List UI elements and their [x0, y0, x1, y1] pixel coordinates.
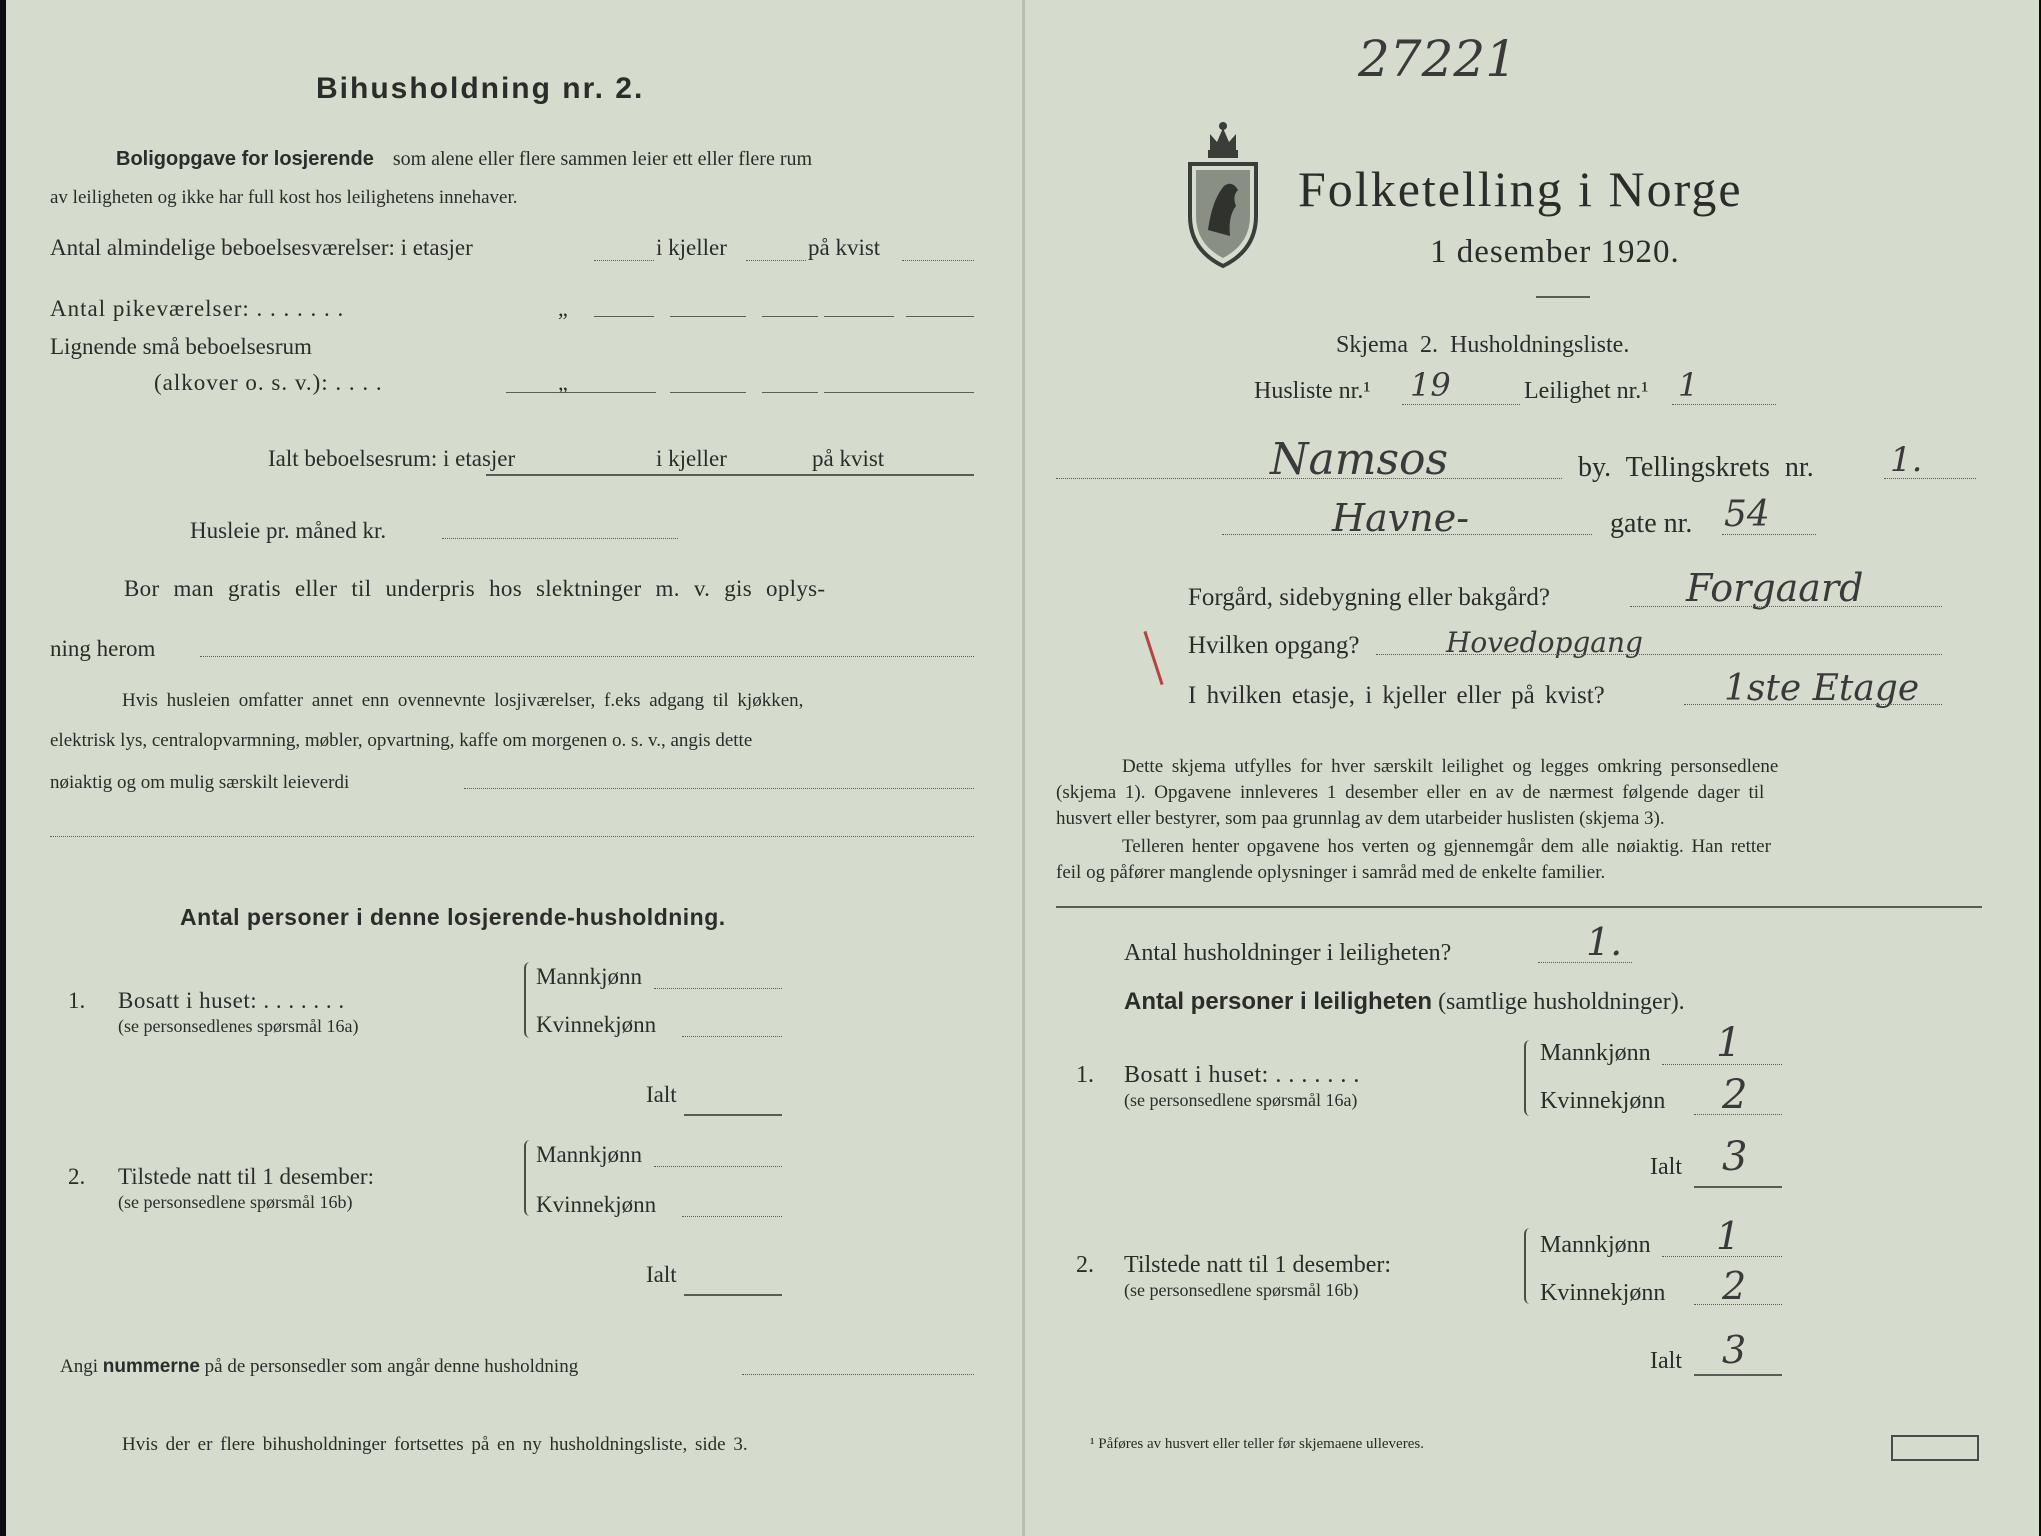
leieverdi-field[interactable] — [464, 788, 974, 789]
instr-line3: husvert eller bestyrer, som paa grunnlag av dem utarbeider huslisten (skjema 3). — [1056, 808, 1665, 829]
forgard-label: Forgård, sidebygning eller bakgård? — [1188, 584, 1550, 611]
right-q2-kvinne-field[interactable] — [1694, 1304, 1782, 1305]
opgang-label: Hvilken opgang? — [1188, 632, 1360, 659]
intro-bold: Boligopgave for losjerende — [116, 148, 374, 170]
pike-field-5[interactable] — [906, 316, 974, 317]
gate-label: gate nr. — [1610, 508, 1693, 539]
persons-heading-bold: Antal personer i leiligheten — [1124, 988, 1433, 1015]
alkover-field-1[interactable] — [506, 392, 656, 393]
right-q1-mann-label: Mannkjønn — [1540, 1040, 1651, 1066]
angi-line — [60, 1356, 578, 1378]
right-persons-heading — [1124, 988, 1685, 1016]
left-q2-kvinne-label: Kvinnekjønn — [536, 1192, 657, 1217]
left-q2-num: 2. — [68, 1164, 86, 1189]
left-title: Bihusholdning nr. 2. — [316, 72, 645, 105]
etasje-value[interactable]: 1ste Etage — [1724, 668, 1920, 709]
krets-value[interactable]: 1. — [1890, 440, 1923, 480]
right-q1-label: Bosatt i huset: . . . . . . . — [1124, 1062, 1360, 1088]
left-persons-heading: Antal personer i denne losjerende-husholdning. — [180, 904, 726, 930]
right-q1-kvinne-field[interactable] — [1694, 1114, 1782, 1115]
gate-nr-value[interactable]: 54 — [1724, 494, 1770, 535]
left-q1-label: Bosatt i huset: . . . . . . . — [118, 988, 345, 1013]
left-q1-mann-label: Mannkjønn — [536, 964, 643, 989]
right-q1-mann-value[interactable]: 1 — [1716, 1020, 1742, 1066]
husleie-field[interactable] — [442, 538, 678, 539]
red-check-mark — [1143, 631, 1163, 685]
pike-field-1[interactable] — [594, 316, 654, 317]
title-rule — [1536, 296, 1590, 298]
rooms-kjeller-label: i kjeller — [656, 235, 727, 260]
instr-line1: Dette skjema utfylles for hver særskilt leilighet og legges omkring personsedlene — [1122, 756, 1779, 777]
left-q2-ialt-label: Ialt — [646, 1262, 677, 1287]
gate-nr-field[interactable] — [1722, 534, 1816, 535]
angi-bold: nummerne — [102, 1356, 200, 1377]
rooms-label: Antal almindelige beboelsesværelser: i etasjer — [50, 235, 473, 260]
left-q2-brace — [524, 1140, 534, 1216]
gratis-line1: Bor man gratis eller til underpris hos slektninger m. v. gis oplys- — [124, 576, 826, 601]
page-fold — [1022, 0, 1025, 1536]
pike-field-3[interactable] — [762, 316, 818, 317]
angi-rest: på de personsedler som angår denne husholdning — [204, 1356, 579, 1377]
hvis-line1: Hvis husleien omfatter annet enn ovennevnte losjiværelser, f.eks adgang til kjøkken, — [122, 690, 804, 711]
alkover-field-4[interactable] — [824, 392, 974, 393]
right-q2-kvinne-value[interactable]: 2 — [1722, 1264, 1747, 1308]
hvis-line3: nøiaktig og om mulig særskilt leieverdi — [50, 772, 350, 793]
left-q1-mann-field[interactable] — [654, 988, 782, 989]
right-q2-sub: (se personsedlene spørsmål 16b) — [1124, 1280, 1359, 1300]
right-q1-ialt-field[interactable] — [1694, 1186, 1782, 1188]
census-form — [6, 0, 2039, 1536]
ialt-rum-kvist: på kvist — [812, 446, 885, 471]
form-date: 1 desember 1920. — [1430, 234, 1680, 270]
printer-stamp — [1891, 1435, 1979, 1461]
pike-label: Antal pikeværelser: . . . . . . . — [50, 296, 345, 321]
leieverdi-field-2[interactable] — [50, 836, 974, 837]
right-q1-kvinne-value[interactable]: 2 — [1722, 1072, 1748, 1118]
left-footer: Hvis der er flere bihusholdninger fortsettes på en ny husholdningsliste, side 3. — [122, 1434, 748, 1455]
right-q1-sub: (se personsedlene spørsmål 16a) — [1124, 1090, 1358, 1110]
right-q1-mann-field[interactable] — [1662, 1064, 1782, 1065]
alkover-field-2[interactable] — [670, 392, 746, 393]
instr-line5: feil og påfører manglende oplysninger i samråd med de enkelte familier. — [1056, 862, 1606, 883]
right-q2-mann-value[interactable]: 1 — [1716, 1214, 1741, 1258]
right-q2-label: Tilstede natt til 1 desember: — [1124, 1252, 1392, 1278]
etasje-field[interactable] — [1684, 704, 1942, 705]
alkover-field-3[interactable] — [762, 392, 818, 393]
ialt-rum-label: Ialt beboelsesrum: i etasjer — [268, 446, 516, 471]
gratis-field[interactable] — [200, 656, 974, 657]
right-q2-ialt-field[interactable] — [1694, 1374, 1782, 1376]
leilighet-value[interactable]: 1 — [1678, 366, 1699, 404]
leilighet-field[interactable] — [1672, 404, 1776, 405]
left-q2-ialt-field[interactable] — [684, 1294, 782, 1296]
right-q2-mann-field[interactable] — [1662, 1256, 1782, 1257]
pike-field-4[interactable] — [824, 316, 894, 317]
right-q2-mann-label: Mannkjønn — [1540, 1232, 1651, 1258]
archive-number: 27221 — [1358, 30, 1518, 88]
left-q2-mann-label: Mannkjønn — [536, 1142, 643, 1167]
antal-hush-label: Antal husholdninger i leiligheten? — [1124, 940, 1452, 966]
coat-of-arms-icon — [1180, 120, 1266, 270]
left-q2-mann-field[interactable] — [654, 1166, 782, 1167]
left-q1-ialt-label: Ialt — [646, 1082, 677, 1107]
left-q1-num: 1. — [68, 988, 86, 1013]
right-q2-ialt-value[interactable]: 3 — [1722, 1328, 1747, 1372]
ialt-rum-kjeller: i kjeller — [656, 446, 727, 471]
krets-field[interactable] — [1884, 478, 1976, 479]
husleie-label: Husleie pr. måned kr. — [190, 518, 387, 543]
rooms-kvist-label: på kvist — [808, 235, 881, 260]
footnote: ¹ Påføres av husvert eller teller før skjemaene ulleveres. — [1090, 1436, 1424, 1452]
angi-pre: Angi — [60, 1356, 98, 1377]
forgard-field[interactable] — [1630, 606, 1942, 607]
gate-value[interactable]: Havne- — [1332, 496, 1470, 540]
right-q2-kvinne-label: Kvinnekjønn — [1540, 1280, 1666, 1306]
rooms-kvist-field[interactable] — [902, 260, 974, 261]
by-value[interactable]: Namsos — [1270, 434, 1449, 485]
left-q1-brace — [524, 962, 534, 1038]
right-q2-ialt-label: Ialt — [1650, 1348, 1682, 1374]
right-q1-brace — [1524, 1040, 1534, 1116]
husliste-value[interactable]: 19 — [1410, 366, 1451, 404]
instr-divider — [1056, 906, 1982, 908]
husliste-label: Husliste nr.¹ — [1254, 378, 1371, 404]
opgang-value[interactable]: Hovedopgang — [1446, 626, 1643, 659]
forgard-value[interactable]: Forgaard — [1686, 566, 1864, 610]
rooms-etasjer-field[interactable] — [594, 260, 654, 261]
right-q1-ialt-label: Ialt — [1650, 1154, 1682, 1180]
right-q2-num: 2. — [1076, 1252, 1094, 1278]
intro-rest: som alene eller flere sammen leier ett eller flere rum — [392, 148, 813, 170]
instr-line2: (skjema 1). Opgavene innleveres 1 desember eller en av de nærmest følgende dager til — [1056, 782, 1765, 803]
etasje-label: I hvilken etasje, i kjeller eller på kvist? — [1188, 682, 1605, 709]
right-q1-num: 1. — [1076, 1062, 1094, 1088]
rooms-kjeller-field[interactable] — [746, 260, 806, 261]
left-q2-label: Tilstede natt til 1 desember: — [118, 1164, 374, 1189]
left-intro-line1 — [116, 148, 812, 171]
by-label: by. Tellingskrets nr. — [1578, 452, 1814, 483]
right-q1-kvinne-label: Kvinnekjønn — [1540, 1088, 1666, 1114]
left-q2-sub: (se personsedlene spørsmål 16b) — [118, 1192, 353, 1212]
angi-field[interactable] — [742, 1374, 974, 1375]
leilighet-label: Leilighet nr.¹ — [1524, 378, 1649, 404]
right-q1-ialt-value[interactable]: 3 — [1722, 1134, 1748, 1180]
left-q1-kvinne-label: Kvinnekjønn — [536, 1012, 657, 1037]
by-field[interactable] — [1056, 478, 1562, 479]
left-q1-kvinne-field[interactable] — [682, 1036, 782, 1037]
pike-ditto: „ — [558, 296, 568, 321]
left-q1-sub: (se personsedlenes spørsmål 16a) — [118, 1016, 359, 1036]
antal-hush-field[interactable] — [1538, 962, 1632, 963]
persons-heading-rest: (samtlige husholdninger). — [1438, 989, 1685, 1015]
ialt-rum-field[interactable] — [486, 474, 974, 476]
hvis-line2: elektrisk lys, centralopvarmning, møbler, opvartning, kaffe om morgenen o. s. v., angis dette — [50, 730, 753, 751]
left-q2-kvinne-field[interactable] — [682, 1216, 782, 1217]
form-title: Folketelling i Norge — [1298, 161, 1743, 217]
right-q2-brace — [1524, 1228, 1534, 1304]
skjema-label: Skjema 2. Husholdningsliste. — [1336, 332, 1630, 358]
pike-field-2[interactable] — [670, 316, 746, 317]
opgang-field[interactable] — [1376, 654, 1942, 655]
alkover-ditto: „ — [558, 370, 568, 395]
instr-line4: Telleren henter opgavene hos verten og gjennemgår dem alle nøiaktig. Han retter — [1122, 836, 1771, 857]
alkover-label: (alkover o. s. v.): . . . . — [154, 370, 383, 395]
left-q1-ialt-field[interactable] — [684, 1114, 782, 1116]
gate-field[interactable] — [1222, 534, 1592, 535]
antal-hush-value[interactable]: 1. — [1586, 920, 1623, 964]
gratis-line2: ning herom — [50, 636, 156, 661]
husliste-field[interactable] — [1402, 404, 1520, 405]
lignende-label: Lignende små beboelsesrum — [50, 334, 312, 359]
left-intro-line2: av leiligheten og ikke har full kost hos leilighetens innehaver. — [50, 187, 518, 208]
